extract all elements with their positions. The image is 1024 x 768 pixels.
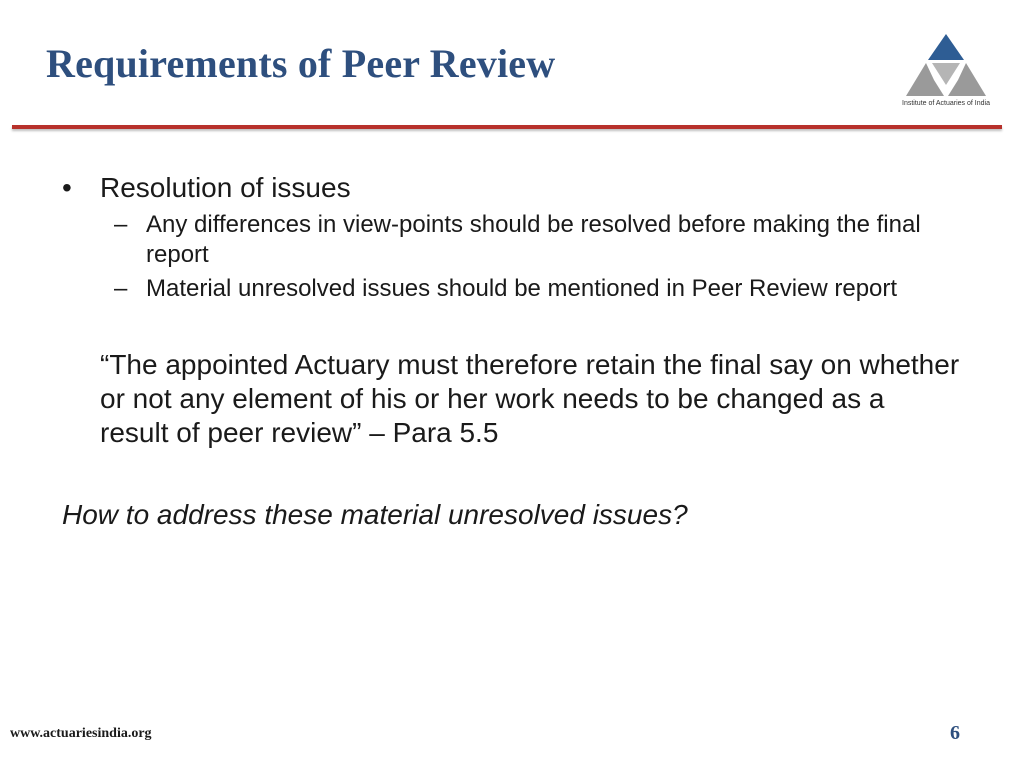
institute-logo (896, 30, 996, 112)
bullet-text: Resolution of issues (100, 172, 351, 203)
page-number: 6 (950, 722, 960, 744)
question-text: How to address these material unresolved issues? (62, 499, 688, 530)
bullet-item (62, 170, 982, 206)
sub-bullet-text: Material unresolved issues should be mentioned in Peer Review report (146, 275, 898, 302)
sub-bullet-dash: – (114, 275, 128, 302)
quote-text: “The appointed Actuary must therefore retain the final say on whether or not any element of his or her work needs to be changed as a result of peer review” – Para 5.5 (100, 349, 960, 448)
slide-title: Requirements of Peer Review (46, 41, 556, 86)
sub-bullet-text: Any differences in view-points should be resolved before making the final report (146, 211, 921, 268)
sub-bullet-item (62, 210, 982, 270)
sub-bullet-dash: – (114, 211, 128, 238)
logo-caption: Institute of Actuaries of India (902, 100, 990, 107)
sub-bullet-item (62, 274, 982, 304)
bullet-dot: • (62, 172, 72, 203)
institute-logo-icon (896, 30, 996, 98)
slide-body (62, 170, 982, 532)
footer-url: www.actuariesindia.org (10, 726, 152, 741)
title-divider (12, 125, 1002, 129)
